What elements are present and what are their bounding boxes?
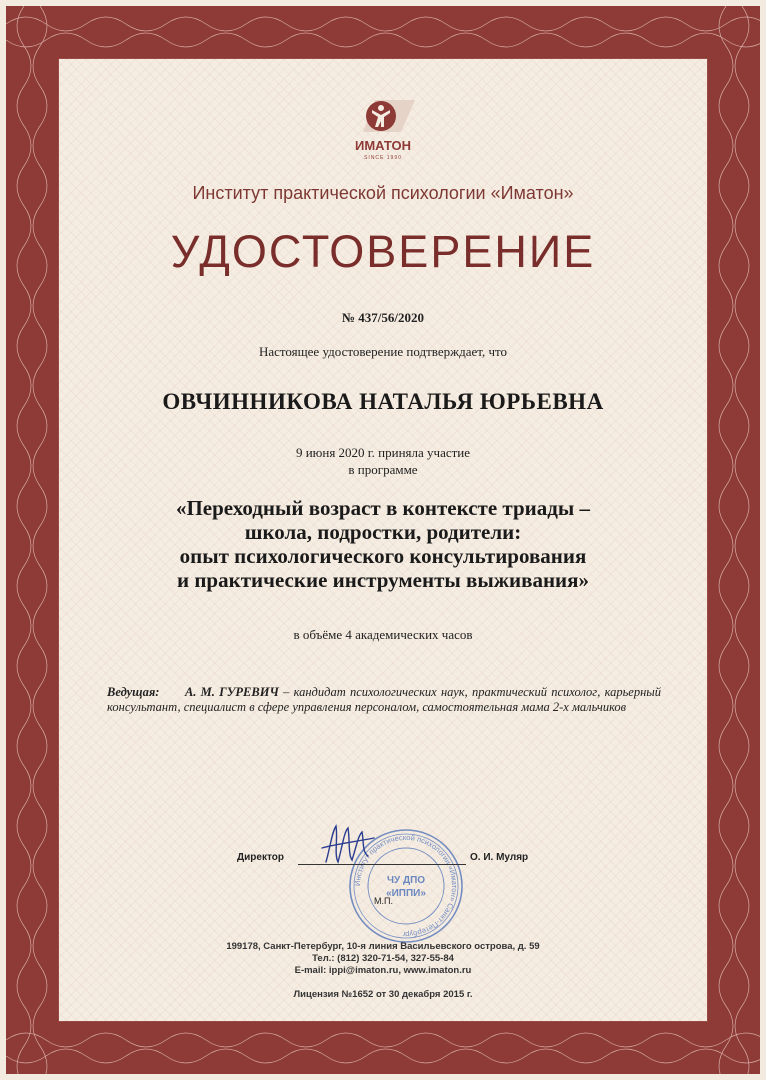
seal-label: М.П. <box>374 896 393 906</box>
date-line-2: в программе <box>348 462 418 477</box>
lecturer-name: А. М. ГУРЕВИЧ <box>184 685 279 699</box>
logo-since: SINCE 1990 <box>364 155 402 161</box>
institute-name: Институт практической психологии «Иматон» <box>192 183 574 203</box>
lecturer-description: – кандидат психологических наук, практический психолог, карьерный консультант, специалист в сфере управления персоналом, самостоятельная мама 2-х мальчиков <box>107 685 662 714</box>
email-line: E-mail: ippi@imaton.ru, www.imaton.ru <box>294 965 472 976</box>
stamp-ring-text: Институт практической психологии «Иматон» Санкт-Петербург <box>352 832 460 940</box>
hours-text: в объёме 4 академических часов <box>293 627 473 642</box>
program-line: опыт психологического консультирования <box>179 544 587 568</box>
address-line: 199178, Санкт-Петербург, 10-я линия Васильевского острова, д. 59 <box>226 941 540 952</box>
recipient-name: ОВЧИННИКОВА НАТАЛЬЯ ЮРЬЕВНА <box>162 389 604 414</box>
document-number: № 437/56/2020 <box>341 310 425 325</box>
license-text: Лицензия №1652 от 30 декабря 2015 г. <box>293 989 473 1000</box>
stamp-center-line-1: ЧУ ДПО <box>386 875 426 886</box>
director-signature <box>318 818 378 874</box>
program-line: школа, подростки, родители: <box>244 520 522 544</box>
lecturer-info <box>107 685 661 715</box>
program-line: и практические инструменты выживания» <box>176 568 590 592</box>
director-label: Директор <box>237 852 284 863</box>
signature-line <box>298 864 466 865</box>
stamp-center-line-2: «ИППИ» <box>386 888 426 899</box>
director-name: О. И. Муляр <box>470 852 529 863</box>
program-line: «Переходный возраст в контексте триады – <box>175 496 591 520</box>
phone-line: Тел.: (812) 320-71-54, 327-55-84 <box>312 953 454 964</box>
logo-name: ИМАТОН <box>354 138 412 153</box>
address-block <box>0 941 766 977</box>
participation-date <box>0 444 766 478</box>
date-line-1: 9 июня 2020 г. приняла участие <box>295 445 471 460</box>
document-title: УДОСТОВЕРЕНИЕ <box>170 226 596 277</box>
program-title <box>0 496 766 592</box>
confirm-text: Настоящее удостоверение подтверждает, что <box>258 344 507 359</box>
lecturer-label: Ведущая: <box>107 685 160 699</box>
